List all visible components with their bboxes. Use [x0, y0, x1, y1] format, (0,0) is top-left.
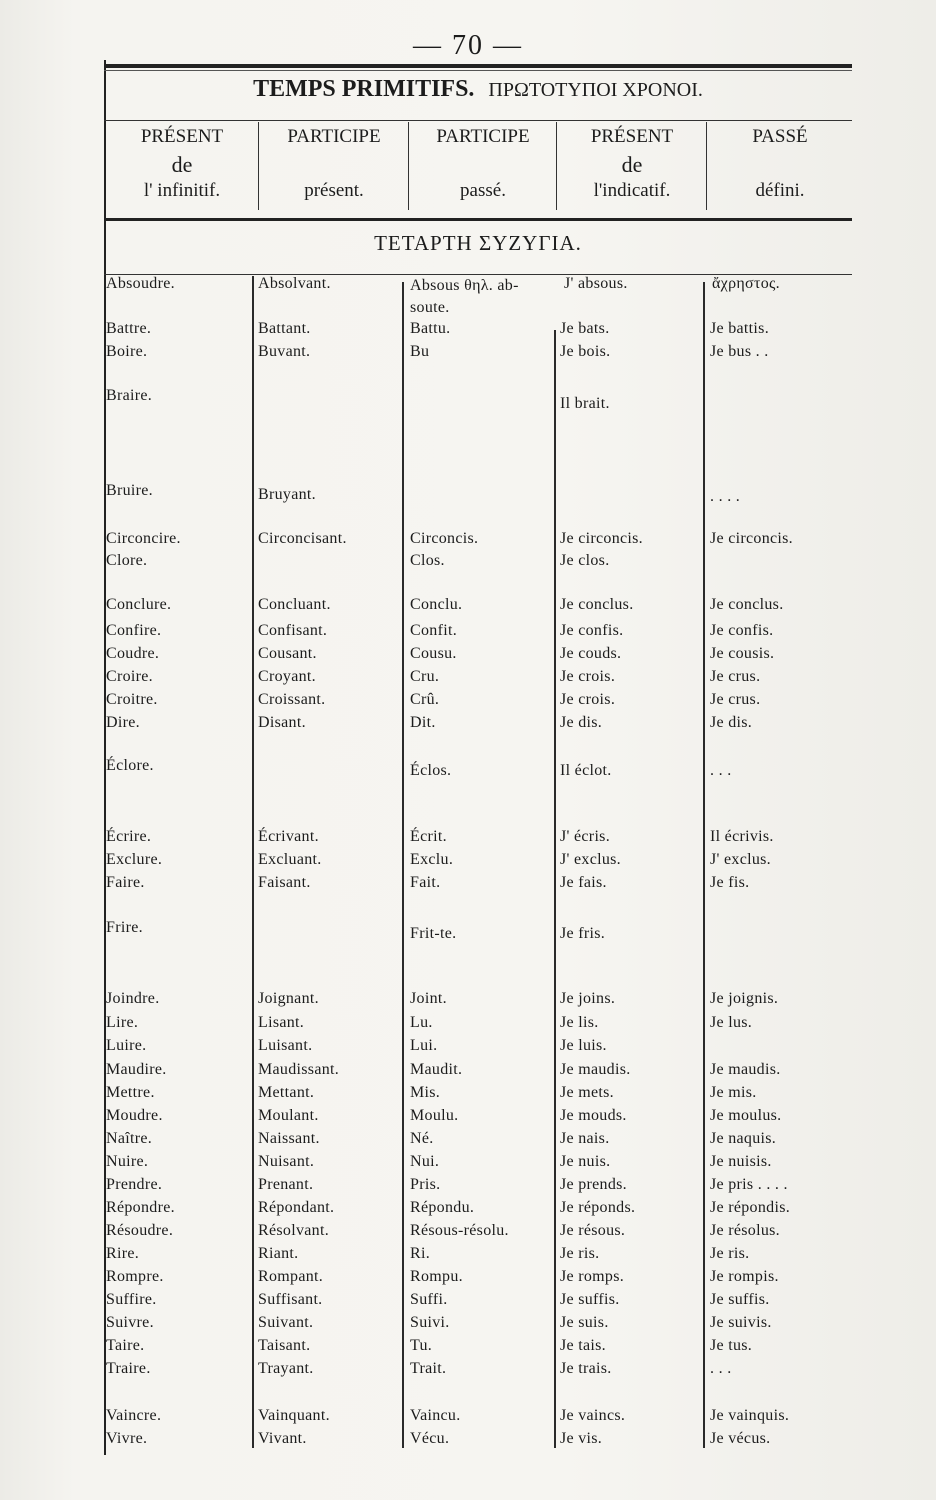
cell-infinitive: Conclure.: [106, 596, 172, 613]
cell-past-participle: Cru.: [410, 668, 440, 685]
cell-past-definite: Je fis.: [710, 874, 750, 891]
cell-past-participle: Exclu.: [410, 851, 454, 868]
cell-past-definite: Je rompis.: [710, 1268, 779, 1285]
cell-infinitive: Taire.: [106, 1337, 145, 1354]
column-header-mid: de: [171, 152, 193, 177]
cell-infinitive: Confire.: [106, 622, 162, 639]
cell-present-indicative: Je suffis.: [560, 1291, 620, 1308]
cell-present-participle: Taisant.: [258, 1337, 311, 1354]
cell-infinitive: Écrire.: [106, 828, 152, 845]
column-divider: [402, 282, 404, 1448]
cell-present-participle: Faisant.: [258, 874, 311, 891]
cell-present-indicative: Je crois.: [560, 668, 616, 685]
page-number: — 70 —: [413, 30, 523, 61]
cell-present-participle: Mettant.: [258, 1084, 315, 1101]
conjugation-title: ΤΕΤΑΡΤΗ ΣΥΖΥΓΙΑ.: [374, 231, 582, 255]
cell-past-definite: Je circoncis.: [710, 530, 793, 547]
title-french: TEMPS PRIMITIFS.: [253, 76, 475, 102]
cell-infinitive: Battre.: [106, 320, 152, 337]
cell-infinitive: Croire.: [106, 668, 153, 685]
cell-past-definite: . . . .: [710, 488, 741, 505]
cell-present-indicative: J' exclus.: [560, 851, 621, 868]
cell-present-participle: Excluant.: [258, 851, 322, 868]
column-header-infinitive: [108, 124, 256, 210]
cell-present-indicative: Je réponds.: [560, 1199, 636, 1216]
cell-infinitive: Absoudre.: [106, 275, 175, 292]
cell-infinitive: Bruire.: [106, 482, 153, 499]
cell-past-participle: Battu.: [410, 320, 451, 337]
header-bottom-rule: [104, 218, 852, 221]
cell-present-indicative: Je circoncis.: [560, 530, 643, 547]
cell-present-participle: Vivant.: [258, 1430, 307, 1447]
cell-present-indicative: Je confis.: [560, 622, 624, 639]
cell-present-participle: Croissant.: [258, 691, 326, 708]
cell-past-definite: Je joignis.: [710, 990, 779, 1007]
cell-present-participle: Suivant.: [258, 1314, 314, 1331]
cell-present-indicative: Je mouds.: [560, 1107, 627, 1124]
cell-present-participle: Joignant.: [258, 990, 319, 1007]
cell-past-participle: Dit.: [410, 714, 436, 731]
cell-present-participle: Lisant.: [258, 1014, 305, 1031]
cell-past-participle: Cousu.: [410, 645, 457, 662]
column-header-mid: [708, 152, 852, 178]
cell-present-indicative: Je conclus.: [560, 596, 634, 613]
cell-infinitive: Boire.: [106, 343, 148, 360]
cell-past-participle: Résous-résolu.: [410, 1222, 509, 1239]
column-header-mid: [410, 152, 556, 178]
column-divider: [252, 276, 254, 1448]
cell-past-participle: Conclu.: [410, 596, 463, 613]
cell-infinitive: Maudire.: [106, 1061, 167, 1078]
cell-past-participle: Trait.: [410, 1360, 447, 1377]
cell-past-definite: Je confis.: [710, 622, 774, 639]
cell-infinitive: Dire.: [106, 714, 140, 731]
cell-infinitive: Traire.: [106, 1360, 151, 1377]
cell-infinitive: Braire.: [106, 387, 153, 404]
column-header-bottom: passé.: [460, 180, 506, 201]
cell-infinitive: Clore.: [106, 552, 148, 569]
cell-past-participle: Éclos.: [410, 762, 452, 779]
title-greek: ΠΡΩΤΟΤΥΠΟΙ ΧΡΟΝΟΙ.: [488, 79, 703, 101]
cell-past-participle: Nui.: [410, 1153, 440, 1170]
header-rule: [104, 120, 852, 121]
top-rule: [104, 64, 852, 68]
cell-past-participle: Absous θηλ. ab-soute.: [410, 277, 519, 316]
cell-present-participle: Nuisant.: [258, 1153, 315, 1170]
cell-past-definite: . . .: [710, 762, 732, 779]
cell-present-participle: Croyant.: [258, 668, 316, 685]
cell-present-participle: Bruyant.: [258, 486, 316, 503]
cell-past-participle: Rompu.: [410, 1268, 463, 1285]
cell-infinitive: Naître.: [106, 1130, 153, 1147]
cell-present-participle: Luisant.: [258, 1037, 313, 1054]
cell-infinitive: Suffire.: [106, 1291, 157, 1308]
cell-past-participle: Répondu.: [410, 1199, 475, 1216]
cell-past-participle: Ri.: [410, 1245, 431, 1262]
cell-present-participle: Disant.: [258, 714, 306, 731]
cell-past-definite: Je lus.: [710, 1014, 753, 1031]
cell-past-definite: Je tus.: [710, 1337, 753, 1354]
cell-present-participle: Écrivant.: [258, 828, 319, 845]
cell-infinitive: Nuire.: [106, 1153, 149, 1170]
cell-past-participle: Tu.: [410, 1337, 433, 1354]
cell-present-indicative: Je résous.: [560, 1222, 626, 1239]
cell-infinitive: Vivre.: [106, 1430, 148, 1447]
cell-present-indicative: Je joins.: [560, 990, 616, 1007]
column-header-mid: de: [621, 152, 643, 177]
cell-past-definite: Je suivis.: [710, 1314, 772, 1331]
cell-present-indicative: Il éclot.: [560, 762, 612, 779]
cell-past-definite: Il écrivis.: [710, 828, 774, 845]
cell-present-participle: Moulant.: [258, 1107, 319, 1124]
cell-present-indicative: Je maudis.: [560, 1061, 631, 1078]
cell-present-participle: Vainquant.: [258, 1407, 330, 1424]
column-header-bottom: l'indicatif.: [593, 180, 671, 201]
column-header-bottom: l' infinitif.: [143, 180, 221, 201]
cell-infinitive: Rompre.: [106, 1268, 164, 1285]
cell-infinitive: Résoudre.: [106, 1222, 174, 1239]
cell-past-definite: Je crus.: [710, 668, 761, 685]
column-header-top: PARTICIPE: [287, 126, 381, 147]
cell-past-definite: Je ris.: [710, 1245, 750, 1262]
cell-present-participle: Confisant.: [258, 622, 328, 639]
column-divider: [554, 330, 556, 1448]
column-divider: [703, 282, 705, 1448]
cell-past-definite: Je crus.: [710, 691, 761, 708]
cell-present-participle: Maudissant.: [258, 1061, 340, 1078]
cell-infinitive: Éclore.: [106, 757, 154, 774]
cell-present-participle: Trayant.: [258, 1360, 314, 1377]
cell-past-definite: Je vécus.: [710, 1430, 771, 1447]
cell-present-indicative: Il brait.: [560, 395, 610, 412]
cell-present-participle: Naissant.: [258, 1130, 320, 1147]
cell-infinitive: Luire.: [106, 1037, 147, 1054]
cell-present-participle: Absolvant.: [258, 275, 331, 292]
column-header-mid: [260, 152, 408, 178]
cell-past-definite: ἄχρηστος.: [712, 275, 780, 292]
cell-present-participle: Cousant.: [258, 645, 317, 662]
column-header-past-definite: [708, 124, 852, 210]
column-header-top: PARTICIPE: [436, 126, 530, 147]
cell-past-definite: Je vainquis.: [710, 1407, 790, 1424]
column-header-bottom: présent.: [304, 180, 364, 201]
cell-present-indicative: Je fais.: [560, 874, 607, 891]
cell-infinitive: Lire.: [106, 1014, 139, 1031]
cell-present-indicative: Je suis.: [560, 1314, 609, 1331]
cell-past-definite: Je cousis.: [710, 645, 775, 662]
cell-present-indicative: Je trais.: [560, 1360, 612, 1377]
cell-past-participle: Clos.: [410, 552, 445, 569]
cell-past-participle: Crû.: [410, 691, 440, 708]
cell-past-participle: Pris.: [410, 1176, 441, 1193]
cell-infinitive: Prendre.: [106, 1176, 163, 1193]
column-header-top: PASSÉ: [752, 126, 808, 147]
cell-infinitive: Exclure.: [106, 851, 163, 868]
header-separator: [408, 122, 409, 210]
cell-infinitive: Circoncire.: [106, 530, 181, 547]
cell-present-indicative: Je ris.: [560, 1245, 600, 1262]
cell-infinitive: Moudre.: [106, 1107, 163, 1124]
cell-present-indicative: Je tais.: [560, 1337, 606, 1354]
header-separator: [258, 122, 259, 210]
cell-past-definite: Je moulus.: [710, 1107, 782, 1124]
cell-present-indicative: J' écris.: [560, 828, 611, 845]
cell-infinitive: Suivre.: [106, 1314, 154, 1331]
cell-past-definite: Je naquis.: [710, 1130, 777, 1147]
cell-past-participle: Vécu.: [410, 1430, 450, 1447]
cell-infinitive: Répondre.: [106, 1199, 175, 1216]
cell-infinitive: Joindre.: [106, 990, 160, 1007]
cell-present-indicative: Je couds.: [560, 645, 622, 662]
cell-present-participle: Circoncisant.: [258, 530, 347, 547]
cell-infinitive: Vaincre.: [106, 1407, 162, 1424]
cell-present-indicative: Je dis.: [560, 714, 603, 731]
cell-present-indicative: Je romps.: [560, 1268, 625, 1285]
cell-present-participle: Suffisant.: [258, 1291, 323, 1308]
cell-past-definite: Je pris . . . .: [710, 1176, 788, 1193]
cell-present-indicative: Je crois.: [560, 691, 616, 708]
cell-past-participle: Maudit.: [410, 1061, 463, 1078]
cell-past-participle: Suivi.: [410, 1314, 450, 1331]
cell-past-participle: Moulu.: [410, 1107, 459, 1124]
cell-past-participle: Écrit.: [410, 828, 447, 845]
cell-present-participle: Riant.: [258, 1245, 299, 1262]
cell-present-indicative: Je vaincs.: [560, 1407, 626, 1424]
cell-present-indicative: Je bats.: [560, 320, 610, 337]
cell-past-definite: Je battis.: [710, 320, 769, 337]
cell-present-indicative: Je bois.: [560, 343, 611, 360]
cell-past-definite: Je résolus.: [710, 1222, 780, 1239]
cell-past-participle: Lu.: [410, 1014, 433, 1031]
cell-present-participle: Rompant.: [258, 1268, 324, 1285]
cell-past-participle: Mis.: [410, 1084, 441, 1101]
cell-past-definite: . . .: [710, 1360, 732, 1377]
cell-present-indicative: Je nais.: [560, 1130, 610, 1147]
cell-present-indicative: Je mets.: [560, 1084, 614, 1101]
header-separator: [706, 122, 707, 210]
cell-present-participle: Buvant.: [258, 343, 311, 360]
cell-past-definite: Je bus . .: [710, 343, 769, 360]
cell-past-participle: Confit.: [410, 622, 457, 639]
column-header-bottom: défini.: [755, 180, 805, 201]
cell-present-indicative: J' absous.: [564, 275, 628, 292]
cell-past-definite: Je conclus.: [710, 596, 784, 613]
cell-past-definite: Je dis.: [710, 714, 753, 731]
cell-past-participle: Joint.: [410, 990, 447, 1007]
cell-present-indicative: Je lis.: [560, 1014, 599, 1031]
cell-infinitive: Faire.: [106, 874, 145, 891]
cell-infinitive: Croitre.: [106, 691, 158, 708]
cell-present-participle: Répondant.: [258, 1199, 335, 1216]
column-header-present-participle: [260, 124, 408, 210]
cell-present-participle: Prenant.: [258, 1176, 314, 1193]
cell-past-participle: Suffi.: [410, 1291, 448, 1308]
cell-past-participle: Né.: [410, 1130, 434, 1147]
cell-past-definite: Je nuisis.: [710, 1153, 772, 1170]
cell-present-participle: Concluant.: [258, 596, 331, 613]
cell-past-definite: Je répondis.: [710, 1199, 791, 1216]
cell-past-participle: Vaincu.: [410, 1407, 461, 1424]
cell-infinitive: Rire.: [106, 1245, 140, 1262]
cell-past-participle: Lui.: [410, 1037, 438, 1054]
cell-past-participle: Frit-te.: [410, 925, 457, 942]
cell-present-indicative: Je luis.: [560, 1037, 607, 1054]
cell-past-definite: Je maudis.: [710, 1061, 781, 1078]
cell-past-definite: Je mis.: [710, 1084, 757, 1101]
top-rule-thin: [104, 70, 852, 71]
cell-present-indicative: Je clos.: [560, 552, 610, 569]
cell-present-indicative: Je nuis.: [560, 1153, 611, 1170]
cell-past-participle: Circoncis.: [410, 530, 479, 547]
cell-infinitive: Mettre.: [106, 1084, 155, 1101]
cell-past-definite: J' exclus.: [710, 851, 771, 868]
cell-past-participle: Bu: [410, 343, 430, 360]
cell-infinitive: Coudre.: [106, 645, 160, 662]
cell-past-definite: Je suffis.: [710, 1291, 770, 1308]
cell-present-indicative: Je vis.: [560, 1430, 603, 1447]
column-header-present-indicative: [558, 124, 706, 210]
cell-infinitive: Frire.: [106, 919, 143, 936]
cell-present-indicative: Je fris.: [560, 925, 606, 942]
column-header-past-participle: [410, 124, 556, 210]
cell-present-indicative: Je prends.: [560, 1176, 627, 1193]
cell-present-participle: Battant.: [258, 320, 311, 337]
cell-present-participle: Résolvant.: [258, 1222, 329, 1239]
cell-past-participle: Fait.: [410, 874, 441, 891]
table-title: [104, 76, 852, 103]
column-header-top: PRÉSENT: [140, 126, 224, 147]
header-separator: [556, 122, 557, 210]
column-header-top: PRÉSENT: [590, 126, 674, 147]
